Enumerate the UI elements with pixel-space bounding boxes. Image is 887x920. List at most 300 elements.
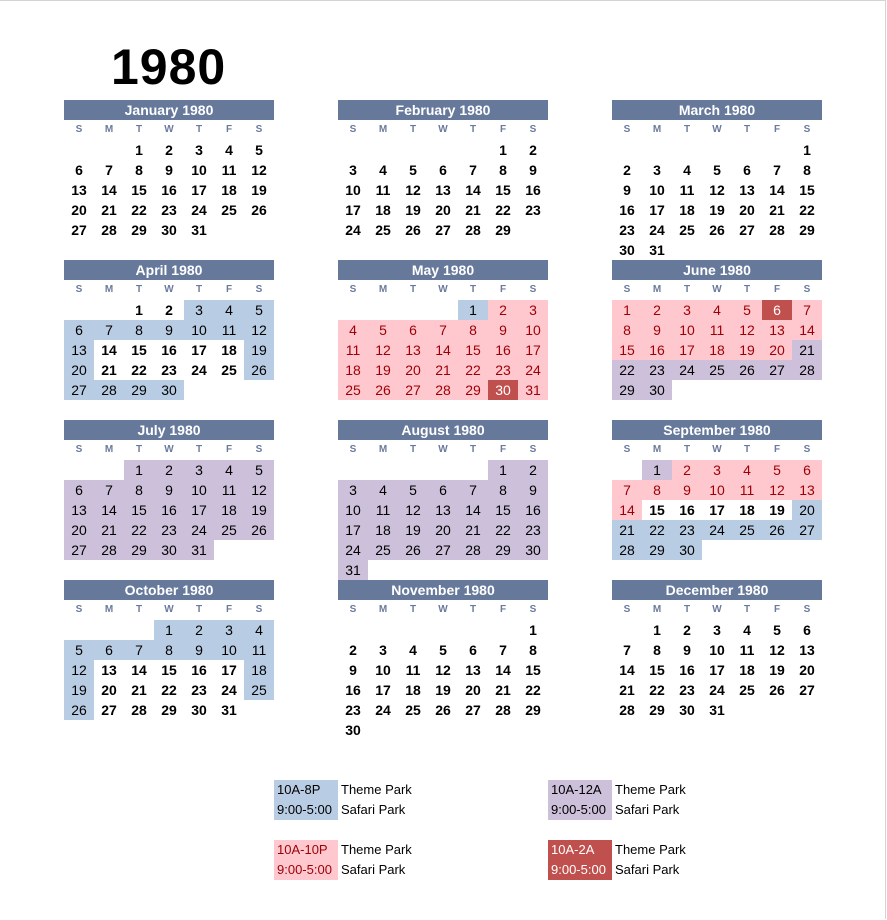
weekday-label: T xyxy=(135,284,143,295)
month-days xyxy=(612,280,822,400)
day-cell: 29 xyxy=(799,222,815,238)
day-cell: 15 xyxy=(131,342,147,358)
day-cell: 21 xyxy=(612,520,642,540)
day-cell: 25 xyxy=(702,360,732,380)
day-cell: 28 xyxy=(465,222,481,238)
day-cell: 29 xyxy=(458,380,488,400)
day-cell: 29 xyxy=(649,702,665,718)
day-cell: 21 xyxy=(458,520,488,540)
day-cell: 8 xyxy=(458,320,488,340)
day-cell: 20 xyxy=(435,202,451,218)
day-cell: 23 xyxy=(518,520,548,540)
day-cell: 5 xyxy=(713,162,721,178)
day-cell: 3 xyxy=(672,300,702,320)
day-cell: 5 xyxy=(409,162,417,178)
weekday-label: F xyxy=(773,284,781,295)
day-cell: 11 xyxy=(702,320,732,340)
day-cell: 15 xyxy=(488,500,518,520)
day-cell: 4 xyxy=(214,460,244,480)
legend-label: Theme Park xyxy=(615,842,686,857)
month-calendar xyxy=(612,260,822,400)
day-cell: 26 xyxy=(244,360,274,380)
weekday-label: F xyxy=(225,444,233,455)
day-cell: 8 xyxy=(653,642,661,658)
month-calendar xyxy=(338,100,548,240)
day-cell: 26 xyxy=(435,702,451,718)
day-cell: 9 xyxy=(518,480,548,500)
month-calendar xyxy=(64,580,274,720)
weekday-label: M xyxy=(652,124,662,135)
day-cell: 15 xyxy=(799,182,815,198)
day-cell: 18 xyxy=(338,360,368,380)
day-cell: 9 xyxy=(488,320,518,340)
day-cell: 2 xyxy=(184,620,214,640)
legend-code: 10A-2A xyxy=(548,840,612,860)
day-cell: 8 xyxy=(488,480,518,500)
day-cell: 10 xyxy=(649,182,665,198)
day-cell: 2 xyxy=(165,142,173,158)
day-cell: 28 xyxy=(495,702,511,718)
legend-code: 9:00-5:00 xyxy=(548,860,612,880)
day-cell: 17 xyxy=(191,342,207,358)
weekday-label: F xyxy=(499,604,507,615)
weekday-label: T xyxy=(409,124,417,135)
day-cell: 11 xyxy=(739,642,755,658)
day-cell: 12 xyxy=(762,480,792,500)
day-cell: 16 xyxy=(642,340,672,360)
day-cell: 26 xyxy=(762,520,792,540)
empty-cell xyxy=(338,620,368,640)
weekday-label: T xyxy=(409,604,417,615)
day-cell: 21 xyxy=(101,362,117,378)
day-cell: 16 xyxy=(679,502,695,518)
day-cell: 12 xyxy=(405,182,421,198)
weekday-label: T xyxy=(195,124,203,135)
day-cell: 21 xyxy=(465,202,481,218)
month-days xyxy=(64,600,274,720)
day-cell: 17 xyxy=(709,662,725,678)
day-cell: 28 xyxy=(458,540,488,560)
day-cell: 23 xyxy=(161,202,177,218)
day-cell: 31 xyxy=(338,560,368,580)
day-cell: 8 xyxy=(499,162,507,178)
day-cell: 25 xyxy=(739,682,755,698)
day-cell: 13 xyxy=(762,320,792,340)
day-cell: 3 xyxy=(349,162,357,178)
day-cell: 2 xyxy=(518,460,548,480)
day-cell: 2 xyxy=(623,162,631,178)
day-cell: 13 xyxy=(71,182,87,198)
day-cell: 13 xyxy=(101,662,117,678)
day-cell: 25 xyxy=(375,222,391,238)
day-cell: 23 xyxy=(488,360,518,380)
day-cell: 21 xyxy=(619,682,635,698)
legend-blue xyxy=(274,780,412,820)
legend-label: Safari Park xyxy=(615,862,680,877)
day-cell: 15 xyxy=(612,340,642,360)
empty-cell xyxy=(64,140,94,160)
weekday-label: F xyxy=(773,604,781,615)
weekday-label: W xyxy=(164,124,174,135)
day-cell: 30 xyxy=(619,242,635,258)
day-cell: 6 xyxy=(94,640,124,660)
weekday-label: F xyxy=(773,124,781,135)
legend-label: Safari Park xyxy=(341,802,406,817)
weekday-label: T xyxy=(469,284,477,295)
day-cell: 4 xyxy=(409,642,417,658)
weekday-label: T xyxy=(469,124,477,135)
day-cell: 13 xyxy=(435,182,451,198)
day-cell: 7 xyxy=(428,320,458,340)
day-cell: 13 xyxy=(398,340,428,360)
legend-label: Safari Park xyxy=(341,862,406,877)
day-cell: 3 xyxy=(184,460,214,480)
day-cell: 17 xyxy=(375,682,391,698)
day-cell: 10 xyxy=(184,320,214,340)
weekday-label: W xyxy=(164,284,174,295)
day-cell: 19 xyxy=(398,520,428,540)
legend-code: 10A-12A xyxy=(548,780,612,800)
day-cell: 15 xyxy=(649,502,665,518)
day-cell: 23 xyxy=(679,682,695,698)
empty-cell xyxy=(338,460,368,480)
day-cell: 24 xyxy=(221,682,237,698)
day-cell: 5 xyxy=(732,300,762,320)
day-cell: 10 xyxy=(184,480,214,500)
day-cell: 28 xyxy=(94,540,124,560)
day-cell: 12 xyxy=(251,162,267,178)
day-cell: 14 xyxy=(792,320,822,340)
day-cell: 30 xyxy=(642,380,672,400)
month-calendar xyxy=(64,260,274,400)
month-title: May 1980 xyxy=(338,260,548,280)
weekday-label: S xyxy=(529,444,537,455)
month-days xyxy=(338,120,548,240)
weekday-label: T xyxy=(743,604,751,615)
day-cell: 2 xyxy=(154,460,184,480)
empty-cell xyxy=(612,620,642,640)
day-cell: 3 xyxy=(518,300,548,320)
day-cell: 20 xyxy=(792,500,822,520)
legend-code: 9:00-5:00 xyxy=(274,860,338,880)
day-cell: 1 xyxy=(612,300,642,320)
day-cell: 17 xyxy=(518,340,548,360)
day-cell: 4 xyxy=(225,142,233,158)
day-cell: 10 xyxy=(702,480,732,500)
day-cell: 4 xyxy=(732,460,762,480)
day-cell: 23 xyxy=(154,520,184,540)
day-cell: 3 xyxy=(338,480,368,500)
weekday-label: S xyxy=(803,124,811,135)
day-cell: 5 xyxy=(368,320,398,340)
weekday-label: W xyxy=(438,284,448,295)
weekday-label: T xyxy=(743,284,751,295)
year-title: 1980 xyxy=(111,39,227,95)
weekday-label: M xyxy=(652,284,662,295)
day-cell: 19 xyxy=(64,680,94,700)
weekday-label: W xyxy=(164,604,174,615)
day-cell: 19 xyxy=(244,340,274,360)
day-cell: 5 xyxy=(439,642,447,658)
day-cell: 20 xyxy=(64,520,94,540)
day-cell: 8 xyxy=(612,320,642,340)
day-cell: 2 xyxy=(529,142,537,158)
day-cell: 12 xyxy=(398,500,428,520)
day-cell: 16 xyxy=(345,682,361,698)
day-cell: 27 xyxy=(465,702,481,718)
day-cell: 1 xyxy=(154,620,184,640)
weekday-label: T xyxy=(135,604,143,615)
empty-cell xyxy=(458,140,488,160)
day-cell: 23 xyxy=(642,360,672,380)
day-cell: 9 xyxy=(642,320,672,340)
day-cell: 28 xyxy=(769,222,785,238)
weekday-label: M xyxy=(378,124,388,135)
day-cell: 23 xyxy=(345,702,361,718)
day-cell: 17 xyxy=(338,520,368,540)
weekday-label: F xyxy=(499,444,507,455)
day-cell: 31 xyxy=(221,702,237,718)
day-cell: 24 xyxy=(191,362,207,378)
day-cell: 25 xyxy=(732,520,762,540)
day-cell: 11 xyxy=(244,640,274,660)
day-cell: 11 xyxy=(375,182,391,198)
day-cell: 31 xyxy=(518,380,548,400)
weekday-label: S xyxy=(75,444,83,455)
day-cell: 18 xyxy=(405,682,421,698)
weekday-label: S xyxy=(623,604,631,615)
day-cell: 11 xyxy=(214,480,244,500)
day-cell: 28 xyxy=(131,702,147,718)
empty-cell xyxy=(732,140,762,160)
legend-label: Theme Park xyxy=(341,842,412,857)
day-cell: 16 xyxy=(161,342,177,358)
day-cell: 17 xyxy=(184,500,214,520)
month-days xyxy=(64,120,274,240)
day-cell: 23 xyxy=(619,222,635,238)
day-cell: 12 xyxy=(769,642,785,658)
month-days xyxy=(338,600,548,740)
day-cell: 26 xyxy=(368,380,398,400)
day-cell: 8 xyxy=(135,162,143,178)
day-cell: 15 xyxy=(161,662,177,678)
empty-cell xyxy=(458,460,488,480)
weekday-label: M xyxy=(378,604,388,615)
day-cell: 7 xyxy=(469,162,477,178)
day-cell: 28 xyxy=(612,540,642,560)
weekday-label: T xyxy=(195,444,203,455)
empty-cell xyxy=(762,140,792,160)
legend-code: 10A-8P xyxy=(274,780,338,800)
day-cell: 31 xyxy=(191,222,207,238)
day-cell: 22 xyxy=(525,682,541,698)
day-cell: 27 xyxy=(71,222,87,238)
day-cell: 28 xyxy=(428,380,458,400)
day-cell: 6 xyxy=(75,162,83,178)
day-cell: 19 xyxy=(732,340,762,360)
month-days xyxy=(64,280,274,400)
day-cell: 13 xyxy=(739,182,755,198)
month-calendar xyxy=(338,580,548,740)
day-cell: 14 xyxy=(458,500,488,520)
day-cell: 30 xyxy=(679,702,695,718)
weekday-label: T xyxy=(743,444,751,455)
day-cell: 30 xyxy=(488,380,518,400)
day-cell: 13 xyxy=(792,480,822,500)
legend-pink xyxy=(274,840,412,880)
day-cell: 29 xyxy=(612,380,642,400)
weekday-label: M xyxy=(652,604,662,615)
month-title: January 1980 xyxy=(64,100,274,120)
day-cell: 27 xyxy=(101,702,117,718)
day-cell: 3 xyxy=(214,620,244,640)
day-cell: 22 xyxy=(612,360,642,380)
weekday-label: T xyxy=(683,444,691,455)
empty-cell xyxy=(702,140,732,160)
legend-label: Safari Park xyxy=(615,802,680,817)
day-cell: 12 xyxy=(435,662,451,678)
day-cell: 6 xyxy=(803,622,811,638)
day-cell: 24 xyxy=(702,520,732,540)
weekday-label: S xyxy=(255,284,263,295)
day-cell: 22 xyxy=(458,360,488,380)
month-title: October 1980 xyxy=(64,580,274,600)
day-cell: 6 xyxy=(428,480,458,500)
weekday-label: F xyxy=(499,124,507,135)
day-cell: 1 xyxy=(529,622,537,638)
day-cell: 7 xyxy=(124,640,154,660)
day-cell: 5 xyxy=(244,460,274,480)
day-cell: 20 xyxy=(64,360,94,380)
legend-code: 9:00-5:00 xyxy=(548,800,612,820)
month-days xyxy=(612,600,822,720)
month-calendar xyxy=(612,580,822,720)
weekday-label: S xyxy=(803,444,811,455)
weekday-label: S xyxy=(75,124,83,135)
day-cell: 20 xyxy=(799,662,815,678)
weekday-label: S xyxy=(529,604,537,615)
day-cell: 15 xyxy=(458,340,488,360)
day-cell: 30 xyxy=(518,540,548,560)
day-cell: 18 xyxy=(221,182,237,198)
legend-label: Theme Park xyxy=(341,782,412,797)
day-cell: 1 xyxy=(642,460,672,480)
day-cell: 16 xyxy=(619,202,635,218)
weekday-label: S xyxy=(75,604,83,615)
day-cell: 25 xyxy=(338,380,368,400)
day-cell: 31 xyxy=(709,702,725,718)
day-cell: 15 xyxy=(649,662,665,678)
day-cell: 3 xyxy=(195,142,203,158)
weekday-label: S xyxy=(623,284,631,295)
weekday-label: T xyxy=(195,604,203,615)
day-cell: 18 xyxy=(679,202,695,218)
day-cell: 3 xyxy=(702,460,732,480)
day-cell: 8 xyxy=(124,320,154,340)
day-cell: 9 xyxy=(683,642,691,658)
day-cell: 11 xyxy=(679,182,695,198)
day-cell: 16 xyxy=(488,340,518,360)
day-cell: 17 xyxy=(672,340,702,360)
day-cell: 21 xyxy=(495,682,511,698)
weekday-label: W xyxy=(438,604,448,615)
day-cell: 28 xyxy=(94,380,124,400)
day-cell: 9 xyxy=(165,162,173,178)
month-calendar xyxy=(338,260,548,400)
empty-cell xyxy=(64,460,94,480)
day-cell: 20 xyxy=(101,682,117,698)
day-cell: 24 xyxy=(191,202,207,218)
day-cell: 19 xyxy=(769,662,785,678)
empty-cell xyxy=(398,300,428,320)
day-cell: 1 xyxy=(499,142,507,158)
day-cell: 27 xyxy=(64,380,94,400)
day-cell: 30 xyxy=(161,222,177,238)
day-cell: 25 xyxy=(214,520,244,540)
empty-cell xyxy=(488,620,518,640)
empty-cell xyxy=(398,620,428,640)
day-cell: 27 xyxy=(799,682,815,698)
day-cell: 8 xyxy=(124,480,154,500)
day-cell: 21 xyxy=(792,340,822,360)
day-cell: 26 xyxy=(405,222,421,238)
day-cell: 12 xyxy=(709,182,725,198)
weekday-label: S xyxy=(255,444,263,455)
day-cell: 1 xyxy=(653,622,661,638)
weekday-label: T xyxy=(743,124,751,135)
day-cell: 21 xyxy=(131,682,147,698)
day-cell: 6 xyxy=(762,300,792,320)
day-cell: 13 xyxy=(465,662,481,678)
day-cell: 4 xyxy=(379,162,387,178)
weekday-label: F xyxy=(225,124,233,135)
day-cell: 1 xyxy=(135,142,143,158)
month-title: March 1980 xyxy=(612,100,822,120)
day-cell: 18 xyxy=(221,342,237,358)
day-cell: 21 xyxy=(769,202,785,218)
day-cell: 30 xyxy=(154,540,184,560)
day-cell: 18 xyxy=(244,660,274,680)
day-cell: 13 xyxy=(799,642,815,658)
weekday-label: T xyxy=(683,284,691,295)
day-cell: 29 xyxy=(642,540,672,560)
day-cell: 5 xyxy=(255,142,263,158)
day-cell: 12 xyxy=(244,480,274,500)
weekday-label: F xyxy=(499,284,507,295)
month-title: November 1980 xyxy=(338,580,548,600)
empty-cell xyxy=(338,300,368,320)
weekday-label: F xyxy=(773,444,781,455)
day-cell: 1 xyxy=(803,142,811,158)
day-cell: 19 xyxy=(251,182,267,198)
day-cell: 24 xyxy=(518,360,548,380)
day-cell: 9 xyxy=(672,480,702,500)
weekday-label: T xyxy=(135,124,143,135)
weekday-label: S xyxy=(529,284,537,295)
day-cell: 17 xyxy=(345,202,361,218)
day-cell: 16 xyxy=(161,182,177,198)
day-cell: 20 xyxy=(762,340,792,360)
empty-cell xyxy=(398,140,428,160)
day-cell: 21 xyxy=(101,202,117,218)
day-cell: 10 xyxy=(375,662,391,678)
day-cell: 2 xyxy=(349,642,357,658)
day-cell: 6 xyxy=(469,642,477,658)
legend-red xyxy=(548,840,686,880)
weekday-label: M xyxy=(378,284,388,295)
weekday-label: W xyxy=(712,284,722,295)
day-cell: 10 xyxy=(338,500,368,520)
